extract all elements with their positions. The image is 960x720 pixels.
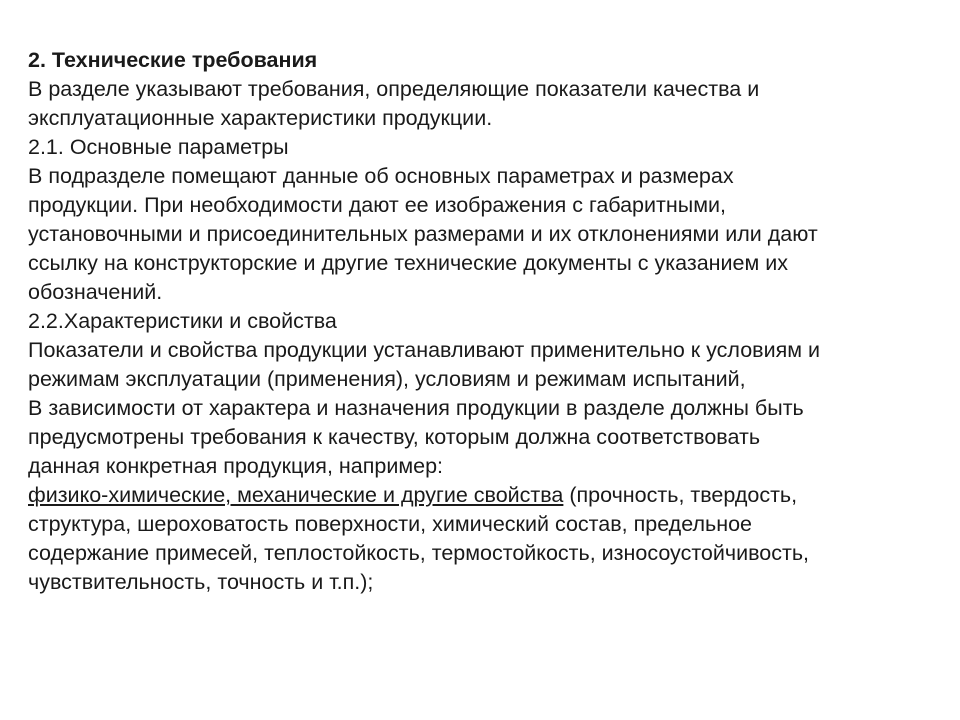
- example-rest: (прочность, твердость,: [563, 483, 798, 507]
- text-line: режимам эксплуатации (применения), условиям и режимам испытаний,: [28, 367, 746, 391]
- text-line: чувствительность, точность и т.п.);: [28, 570, 374, 594]
- text-line: структура, шероховатость поверхности, химический состав, предельное: [28, 512, 752, 536]
- text-line: Показатели и свойства продукции устанавливают применительно к условиям и: [28, 338, 821, 362]
- section-heading: 2. Технические требования: [28, 48, 318, 72]
- underlined-properties: физико-химические, механические и другие свойства: [28, 483, 564, 507]
- text-line: продукции. При необходимости дают ее изображения с габаритными,: [28, 193, 726, 217]
- slide-body: [28, 46, 933, 597]
- example-line: [28, 481, 933, 510]
- text-line: установочными и присоединительных размерами и их отклонениями или дают: [28, 222, 818, 246]
- subsection-title: 2.2.Характеристики и свойства: [28, 309, 337, 333]
- text-line: В подразделе помещают данные об основных параметрах и размерах: [28, 164, 734, 188]
- text-line: ссылку на конструкторские и другие технические документы с указанием их: [28, 251, 789, 275]
- text-line: В зависимости от характера и назначения продукции в разделе должны быть: [28, 396, 804, 420]
- intro-line: В разделе указывают требования, определяющие показатели качества и: [28, 77, 760, 101]
- subsection-title: 2.1. Основные параметры: [28, 135, 289, 159]
- text-line: обозначений.: [28, 280, 163, 304]
- text-line: содержание примесей, теплостойкость, термостойкость, износоустойчивость,: [28, 541, 810, 565]
- text-line: предусмотрены требования к качеству, которым должна соответствовать: [28, 425, 761, 449]
- intro-line: эксплуатационные характеристики продукции.: [28, 106, 493, 130]
- text-line: данная конкретная продукция, например:: [28, 454, 444, 478]
